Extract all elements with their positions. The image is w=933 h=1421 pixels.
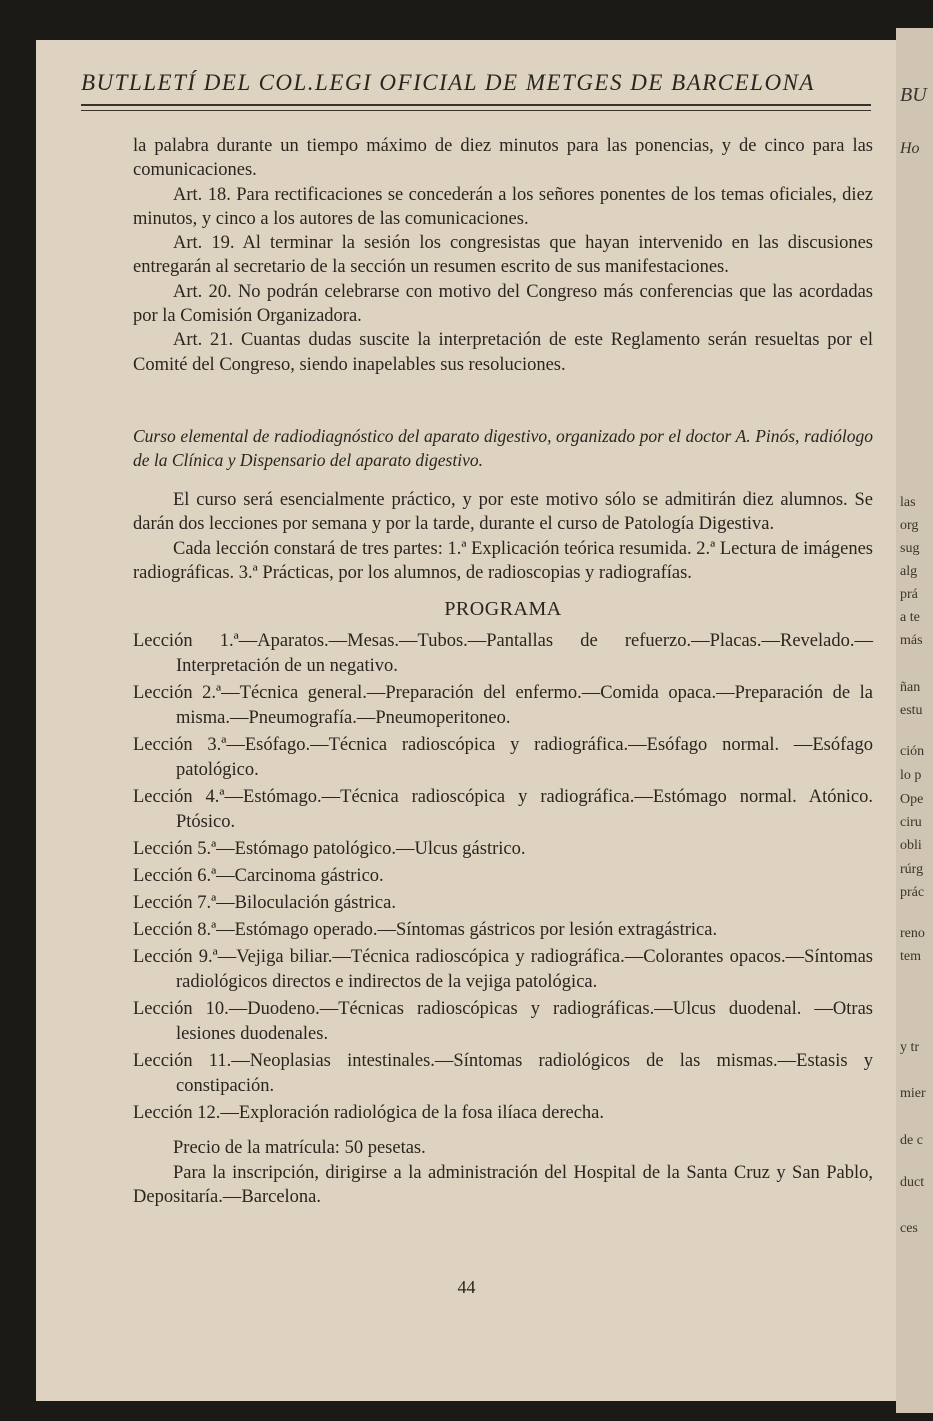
spine-fragment: prác [900, 885, 925, 900]
course-paragraph: Cada lección constará de tres partes: 1.ª Explicación teórica resumida. 2.ª Lectura de imágenes radiográficas. 3.ª Prácticas, por los alumnos, de radioscopias y radiografías. [133, 538, 873, 583]
spine-fragment: tem [900, 949, 921, 964]
spine-fragment: más [900, 633, 923, 648]
spine-fragment: a te [900, 610, 920, 625]
program-title: PROGRAMA [444, 598, 562, 621]
spine-fragment: BU [900, 84, 927, 106]
lesson-item: Lección 10.—Duodeno.—Técnicas radioscópicas y radiográficas.—Ulcus duodenal. —Otras lesiones duodenales. [133, 999, 873, 1045]
spine-fragment: prá [900, 587, 918, 602]
adjacent-page-edge [896, 28, 933, 1413]
spine-fragment: alg [900, 564, 918, 579]
header-rule-thin [81, 110, 871, 111]
lesson-item: Lección 6.ª—Carcinoma gástrico. [133, 866, 384, 887]
running-header: BUTLLETÍ DEL COL.LEGI OFICIAL DE METGES DE BARCELONA [81, 70, 815, 95]
spine-fragment: reno [900, 926, 925, 941]
paragraph: la palabra durante un tiempo máximo de diez minutos para las ponencias, y de cinco para las comunicaciones. [133, 136, 873, 181]
spine-fragment: Ho [900, 140, 920, 157]
spine-fragment: rúrg [900, 862, 924, 877]
spine-fragment: ción [900, 744, 925, 759]
spine-fragment: y tr [900, 1040, 920, 1055]
page-body [133, 134, 873, 1209]
spine-fragment: sug [900, 541, 920, 556]
lesson-item: Lección 1.ª—Aparatos.—Mesas.—Tubos.—Pantallas de refuerzo.—Placas.—Revelado.—Interpretación de un negativo. [133, 631, 873, 677]
lesson-item: Lección 8.ª—Estómago operado.—Síntomas gástricos por lesión extragástrica. [133, 920, 718, 941]
price-paragraph: Precio de la matrícula: 50 pesetas. [173, 1138, 426, 1159]
page-number: 44 [457, 1277, 476, 1297]
lesson-item: Lección 3.ª—Esófago.—Técnica radioscópica y radiográfica.—Esófago normal. —Esófago patológico. [133, 735, 873, 781]
lesson-item: Lección 9.ª—Vejiga biliar.—Técnica radioscópica y radiográfica.—Colorantes opacos.—Síntomas radiológicos directos e indirectos de la vejiga patológica. [133, 947, 873, 993]
lesson-item: Lección 2.ª—Técnica general.—Preparación del enfermo.—Comida opaca.—Preparación de la misma.—Pneumografía.—Pneumoperitoneo. [133, 683, 873, 729]
header-rule [81, 104, 871, 106]
spine-fragment: Ope [900, 792, 924, 807]
spine-fragment: las [900, 495, 916, 510]
article-paragraph: Art. 19. Al terminar la sesión los congresistas que hayan intervenido en las discusiones entregarán al secretario de la sección un resumen escrito de sus manifestaciones. [133, 233, 873, 278]
spine-fragment: lo p [900, 768, 922, 783]
lesson-item: Lección 4.ª—Estómago.—Técnica radioscópica y radiográfica.—Estómago normal. Atónico. Ptósico. [133, 787, 873, 833]
spine-fragment: ces [900, 1221, 918, 1236]
spine-fragment: ciru [900, 815, 922, 830]
spine-fragment: obli [900, 838, 922, 853]
lesson-item: Lección 12.—Exploración radiológica de la fosa ilíaca derecha. [133, 1103, 605, 1124]
spine-fragment: org [900, 518, 919, 533]
article-paragraph: Art. 18. Para rectificaciones se concederán a los señores ponentes de los temas oficiales, diez minutos, y cinco a los autores de las comunicaciones. [133, 184, 873, 229]
spine-fragment: de c [900, 1133, 923, 1148]
course-paragraph: El curso será esencialmente práctico, y por este motivo sólo se admitirán diez alumnos. Se darán dos lecciones por semana y por la tarde, durante el curso de Patología Digestiva. [133, 489, 873, 535]
article-paragraph: Art. 20. No podrán celebrarse con motivo del Congreso más conferencias que las acordadas por la Comisión Organizadora. [133, 281, 873, 327]
lesson-item: Lección 7.ª—Biloculación gástrica. [133, 893, 396, 914]
spine-fragment: ñan [900, 680, 921, 695]
spine-fragment: mier [900, 1086, 926, 1101]
lesson-item: Lección 11.—Neoplasias intestinales.—Síntomas radiológicos de las mismas.—Estasis y constipación. [133, 1051, 873, 1097]
article-paragraph: Art. 21. Cuantas dudas suscite la interpretación de este Reglamento serán resueltas por el Comité del Congreso, siendo inapelables sus resoluciones. [133, 330, 873, 375]
spine-fragment: duct [900, 1175, 925, 1190]
inscription-paragraph: Para la inscripción, dirigirse a la administración del Hospital de la Santa Cruz y San Pablo, Depositaría.—Barcelona. [133, 1162, 873, 1208]
spine-fragment: estu [900, 703, 923, 718]
lesson-item: Lección 5.ª—Estómago patológico.—Ulcus gástrico. [133, 839, 526, 860]
course-title: Curso elemental de radiodiagnóstico del aparato digestivo, organizado por el doctor A. Pinós, radiólogo de la Clínica y Dispensario del aparato digestivo. [133, 425, 873, 470]
